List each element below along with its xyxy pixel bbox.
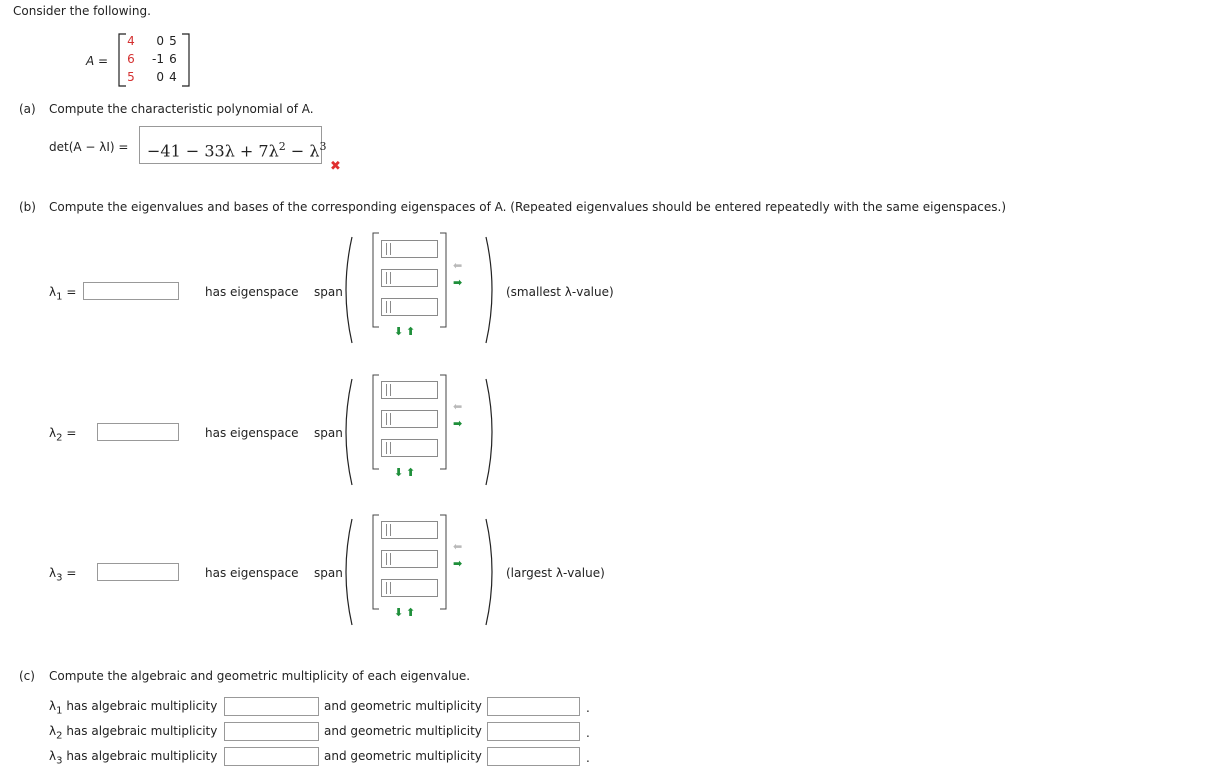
has-eigenspace-text: has eigenspace [205,285,299,299]
lambda-2-input[interactable] [97,423,179,441]
lambda-3-label: $\lambda_3$ = [49,566,77,584]
geometric-text: and geometric multiplicity [324,749,482,763]
span-text: span [314,426,343,440]
lambda-3-label: $\lambda_3$ has algebraic multiplicity [49,749,218,767]
intro-text: Consider the following. [13,4,151,18]
add-row-arrow-up-icon[interactable]: ⬆ [406,606,416,619]
left-paren [342,518,354,626]
matrix-name: A [86,54,95,68]
vector-entry-input[interactable] [381,381,438,399]
vector-right-bracket [439,232,447,328]
vector-right-bracket [439,374,447,470]
geometric-text: and geometric multiplicity [324,699,482,713]
add-column-arrow-right-icon[interactable]: ➡ [453,557,463,570]
vector-entry-input[interactable] [381,550,438,568]
largest-lambda-note: (largest λ-value) [506,566,605,580]
part-a-label: (a) [19,102,36,116]
geometric-multiplicity-3-input[interactable] [487,747,580,766]
matrix-cell: 6 [169,52,177,66]
add-column-arrow-right-icon[interactable]: ➡ [453,276,463,289]
algebraic-multiplicity-2-input[interactable] [224,722,319,741]
add-row-arrow-up-icon[interactable]: ⬆ [406,466,416,479]
vector-entry-input[interactable] [381,439,438,457]
remove-row-arrow-down-icon[interactable]: ⬇ [394,606,404,619]
right-paren [484,236,496,344]
geometric-multiplicity-2-input[interactable] [487,722,580,741]
vector-left-bracket [372,232,380,328]
matrix-cell: 0 [156,70,164,84]
has-eigenspace-text: has eigenspace [205,426,299,440]
algebraic-multiplicity-3-input[interactable] [224,747,319,766]
characteristic-polynomial-value: $-41 - 33\lambda + 7\lambda^2 - \lambda^3$ [147,140,327,161]
vector-entry-input[interactable] [381,579,438,597]
vector-entry-input[interactable] [381,240,438,258]
lambda-3-input[interactable] [97,563,179,581]
vector-entry-input[interactable] [381,410,438,428]
part-b-prompt: Compute the eigenvalues and bases of the corresponding eigenspaces of A. (Repeated eigenvalues should be entered repeatedly with the same eigenspaces.) [49,200,1007,214]
right-paren [484,378,496,486]
right-paren [484,518,496,626]
algebraic-multiplicity-1-input[interactable] [224,697,319,716]
matrix-cell: 5 [169,34,177,48]
left-paren [342,236,354,344]
matrix-right-bracket [181,33,191,87]
has-eigenspace-text: has eigenspace [205,566,299,580]
span-text: span [314,566,343,580]
part-c-prompt: Compute the algebraic and geometric multiplicity of each eigenvalue. [49,669,471,683]
period: . [586,726,590,740]
det-label: det(A − λI) = [49,140,129,154]
vector-entry-input[interactable] [381,269,438,287]
lambda-2-label: $\lambda_2$ has algebraic multiplicity [49,724,218,742]
geometric-text: and geometric multiplicity [324,724,482,738]
left-paren [342,378,354,486]
lambda-1-label: $\lambda_1$ has algebraic multiplicity [49,699,218,717]
vector-left-bracket [372,514,380,610]
matrix-cell: 5 [127,70,135,84]
vector-left-bracket [372,374,380,470]
vector-entry-input[interactable] [381,298,438,316]
characteristic-polynomial-input[interactable] [139,126,327,164]
remove-column-arrow-left-icon[interactable]: ⬅ [453,259,463,272]
lambda-1-input[interactable] [83,282,179,300]
lambda-2-label: $\lambda_2$ = [49,426,77,444]
matrix-cell: 4 [169,70,177,84]
matrix-equals: = [98,54,109,68]
part-c-label: (c) [19,669,35,683]
add-row-arrow-up-icon[interactable]: ⬆ [406,325,416,338]
remove-column-arrow-left-icon[interactable]: ⬅ [453,540,463,553]
period: . [586,701,590,715]
matrix-cell: 4 [127,34,135,48]
period: . [586,751,590,765]
matrix-cell: 6 [127,52,135,66]
remove-row-arrow-down-icon[interactable]: ⬇ [394,325,404,338]
smallest-lambda-note: (smallest λ-value) [506,285,614,299]
vector-right-bracket [439,514,447,610]
part-a-prompt: Compute the characteristic polynomial of A. [49,102,314,116]
remove-row-arrow-down-icon[interactable]: ⬇ [394,466,404,479]
part-b-label: (b) [19,200,36,214]
span-text: span [314,285,343,299]
add-column-arrow-right-icon[interactable]: ➡ [453,417,463,430]
geometric-multiplicity-1-input[interactable] [487,697,580,716]
vector-entry-input[interactable] [381,521,438,539]
incorrect-mark-icon: ✖ [330,159,341,174]
matrix-cell: 0 [156,34,164,48]
lambda-1-label: $\lambda_1$ = [49,285,77,303]
matrix-cell: -1 [152,52,164,66]
remove-column-arrow-left-icon[interactable]: ⬅ [453,400,463,413]
